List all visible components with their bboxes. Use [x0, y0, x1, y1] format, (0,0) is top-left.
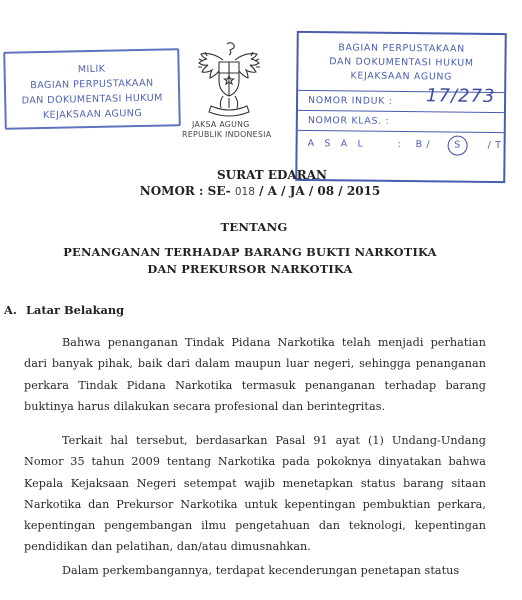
- stamp-line: DAN DOKUMENTASI HUKUM: [329, 56, 474, 69]
- stamp-line: DAN DOKUMENTASI HUKUM: [21, 92, 163, 107]
- nomor-suffix: / A / JA / 08 / 2015: [259, 184, 381, 198]
- nomor-prefix: NOMOR : SE-: [139, 184, 231, 198]
- library-ownership-stamp: [3, 48, 181, 130]
- asal-b: B /: [415, 139, 431, 151]
- stamp-line: MILIK: [77, 63, 106, 76]
- tentang-heading: TENTANG: [220, 220, 288, 234]
- document-title: SURAT EDARAN: [217, 168, 327, 182]
- caption-line: REPUBLIK INDONESIA: [182, 129, 272, 139]
- nomor-klas-label: NOMOR KLAS. :: [307, 115, 390, 127]
- nomor-induk-handwritten: 17/273: [426, 85, 496, 107]
- asal-label: A S A L: [307, 138, 364, 150]
- paragraph-3: Dalam perkembangannya, terdapat kecenderungan penetapan status: [62, 564, 460, 577]
- paragraph-2: Terkait hal tersebut, berdasarkan Pasal 91 ayat (1) Undang-Undang Nomor 35 tahun 2009 tentang Narkotika pada pokoknya dinyatakan bahwa Kepala Kejaksaan Negeri setempat wajib menetapkan status barang sitaan Narkotika dan Prekursor Narkotika untuk kepentingan pembuktian perkara, kepentingan pengembangan ilmu pengetahuan dan teknologi, kepentingan pendidikan dan pelatihan, dan/atau dimusnahkan.: [24, 434, 486, 554]
- emblem-caption: [182, 120, 292, 139]
- subject-line-2: DAN PREKURSOR NARKOTIKA: [147, 262, 353, 276]
- document-number: [10, 184, 510, 198]
- section-title: Latar Belakang: [26, 303, 125, 317]
- section-heading: [4, 303, 124, 317]
- garuda-emblem-icon: [193, 40, 265, 118]
- asal-t: / T: [487, 139, 502, 152]
- paragraph-1: Bahwa penanganan Tindak Pidana Narkotika telah menjadi perhatian dari banyak pihak, baik dari dalam maupun luar negeri, sehingga penanganan perkara Tindak Pidana Narkotika termasuk penanganan terhadap barang buktinya harus dilakukan secara profesional dan berintegritas.: [24, 336, 486, 413]
- registration-stamp: [295, 31, 507, 183]
- subject-line-1: PENANGANAN TERHADAP BARANG BUKTI NARKOTIKA: [63, 245, 437, 259]
- stamp-row-nomor-klas: [298, 111, 504, 133]
- nomor-induk-label: NOMOR INDUK :: [308, 95, 393, 107]
- caption-line: JAKSA AGUNG: [192, 120, 250, 129]
- stamp-row-asal: [297, 131, 503, 159]
- stamp-row-nomor-induk: [298, 85, 504, 113]
- section-letter: A.: [4, 303, 17, 317]
- nomor-number: 018: [234, 186, 255, 198]
- stamp-header: [298, 33, 505, 93]
- stamp-line: BAGIAN PERPUSTAKAAN: [338, 42, 465, 55]
- stamp-line: KEJAKSAAN AGUNG: [350, 70, 453, 83]
- asal-colon: :: [397, 138, 402, 151]
- stamp-line: BAGIAN PERPUSTAKAAN: [30, 77, 154, 92]
- asal-s-circled: S: [447, 135, 467, 155]
- stamp-line: KEJAKSAAN AGUNG: [42, 107, 143, 122]
